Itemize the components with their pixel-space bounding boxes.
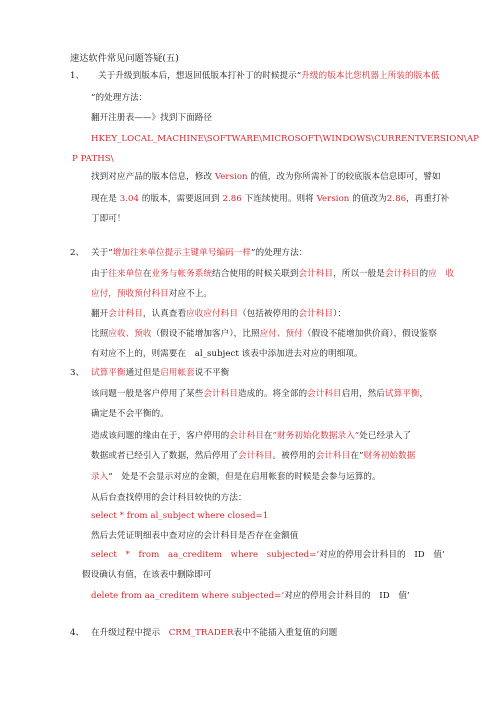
q1-line-2: ”的处理方法： bbox=[91, 93, 148, 103]
q2-line-3: 应付，预收预付科目对应不上。 bbox=[91, 289, 213, 299]
q3-line-2: 该问题一般是客户停用了某些会计科目造成的。将全部的会计科目启用，然后试算平衡， bbox=[91, 389, 429, 399]
q3-line-11: 假设确认有值，在该表中删除即可 bbox=[82, 570, 212, 580]
q3-sql-select-closed: select * from al_subject where closed=1 bbox=[91, 511, 269, 521]
q3-line-4: 造成该问题的缘由在于，客户停用的会计科目在”财务初始化数据录入”处已经录入了 bbox=[91, 431, 412, 441]
q1-line-7: 现在是 3.04 的版本，需要返回到 2.86 下连续使用。则将 Version 的值改为2.86，再重打补 bbox=[91, 194, 450, 204]
q4-line-1: 在升级过程中提示 CRM_TRADER表中不能插入重复值的问题 bbox=[91, 628, 338, 638]
q3-line-9: 然后去凭证明细表中查对应的会计科目是否存在金额值 bbox=[91, 531, 299, 541]
q2-line-2: 由于往来单位在业务与帐务系统结合使用的时候关联到会计科目，所以一般是会计科目的应 收 bbox=[91, 269, 455, 279]
q1-line-3: 翻开注册表——》找到下面路径 bbox=[91, 113, 213, 123]
document-title: 速达软件常见问题答疑(五) bbox=[70, 53, 179, 64]
q1-number: 1、 bbox=[70, 71, 85, 81]
q3-line-6: 录入” 处是不会显示对应的金额，但是在启用帐套的时候是会参与运算的。 bbox=[91, 472, 381, 482]
q1-registry-path-cont: P PATHS\ bbox=[72, 154, 114, 164]
q2-line-5: 比照应收、预收（假设不能增加客户），比照应付、预付（假设不能增加供价商），假设鉴察 bbox=[91, 329, 437, 339]
q3-line-5: 数据或者已经引入了数据，然后停用了会计科目。被停用的会计科目在”财务初始数据 bbox=[91, 451, 416, 461]
q3-number: 3、 bbox=[70, 368, 85, 378]
q2-line-1: 关于”增加往来单位提示主键单号编码一样”的处理方法： bbox=[91, 248, 308, 258]
q3-sql-select-creditem: select * from aa_creditem where subjected=’对应的停用会计科目的 ID 值’ bbox=[91, 550, 445, 560]
q1-line-6: 找到对应产品的版本信息，修改 Version 的值，改为你所需补丁的较底版本信息即可，譬如 bbox=[91, 172, 441, 182]
q3-line-3: 确定是不会平衡的。 bbox=[91, 409, 169, 419]
q3-line-7: 从后台查找停用的会计科目较快的方法： bbox=[91, 493, 247, 503]
q2-number: 2、 bbox=[70, 248, 85, 258]
q3-sql-delete: delete from aa_creditem where subjected=’对应的停用会计科目的 ID 值’ bbox=[91, 591, 410, 601]
q4-number: 4、 bbox=[70, 628, 85, 638]
q2-line-4: 翻开会计科目，认真查看应收应付科目（包括被停用的会计科目）： bbox=[91, 309, 347, 319]
q1-line-8: 丁即可！ bbox=[91, 214, 126, 224]
q1-line-1: 关于升级到版本后，想返回低版本打补丁的时候提示“升级的版本比您机器上所装的版本低 bbox=[98, 71, 440, 81]
q2-line-6: 有对应不上的，则需要在 al_subject 该表中添加进去对应的明细项。 bbox=[91, 349, 363, 359]
q3-line-1: 试算平衡通过但是启用帐套说不平衡 bbox=[91, 368, 230, 378]
q1-registry-path: HKEY_LOCAL_MACHINE\SOFTWARE\MICROSOFT\WINDOWS\CURRENTVERSION\AP bbox=[91, 134, 479, 144]
